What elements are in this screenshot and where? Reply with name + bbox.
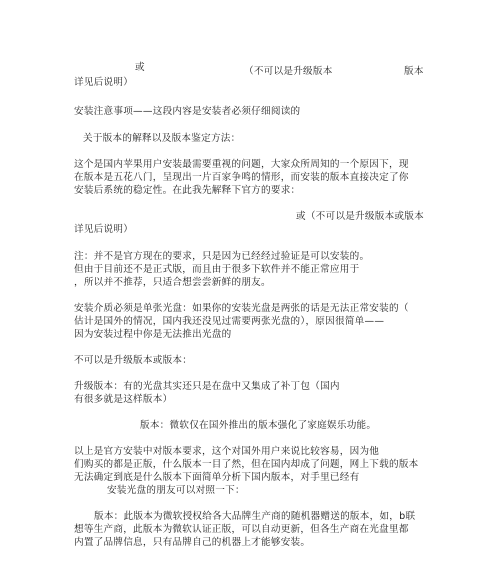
media-line: 安装介质必须是单张光盘：如果你的安装光盘是两张的话是无法正常安装的（ [74, 303, 409, 314]
header-see-note: 详见后说明） [74, 77, 134, 88]
oem-line: 内置了品牌信息，只有品牌自己的机器上才能够安装。 [74, 537, 311, 548]
summary-line: 安装光盘的朋友可以对照一下： [107, 485, 245, 496]
see-note-2: 详见后说明） [74, 224, 134, 235]
para1-line: 在版本是五花八门，呈现出一片百家争鸣的情形，而安装的版本直接决定了你 [74, 172, 409, 183]
notice-title: 安装注意事项——这段内容是安装者必须仔细阅读的 [74, 106, 301, 117]
upgrade-line: 升级版本：有的光盘其实还只是在盘中又集成了补丁包（国内 [74, 381, 340, 392]
header-version: 版本 [404, 66, 424, 77]
summary-line: 以上是官方安装中对版本要求，这个对国外用户来说比较容易，因为他 [74, 446, 380, 457]
header-paren: （不可以是升级版本 [244, 66, 333, 77]
media-line: 估计是国外的情况，国内我还没见过需要两张光盘的），原因很简单—— [74, 316, 385, 327]
upgrade-line: 有很多就是这样版本） [74, 394, 173, 405]
note-line: 注：并不是官方现在的要求，只是因为已经经过验证是可以安装的。 [74, 251, 370, 262]
summary-line: 们购买的都是正版，什么版本一目了然，但在国内却成了问题，网上下载的版本 [74, 459, 419, 470]
oem-line: 想等生产商，此版本为微软认证正版，可以自动更新，但各生产商在光盘里都 [74, 524, 409, 535]
explain-heading: 关于版本的解释以及版本鉴定方法： [83, 133, 241, 144]
header-or: 或 [135, 62, 145, 73]
note-line: 但由于目前还不是正式版，而且由于很多下软件并不能正常应用于 [74, 264, 360, 275]
edition-line: 版本：微软仅在国外推出的版本强化了家庭娱乐功能。 [140, 420, 377, 431]
note-line: ，所以并不推荐，只适合想尝尝新鲜的朋友。 [74, 277, 271, 288]
official-or-line: 或（不可以是升级版本或版本 [296, 211, 424, 222]
para1-line: 安装后系统的稳定性。在此我先解释下官方的要求： [74, 185, 301, 196]
para1-line: 这个是国内苹果用户安装最需要重视的问题，大家众所周知的一个原因下，现 [74, 159, 409, 170]
summary-line: 无法确定到底是什么版本下面简单分析下国内版本，对手里已经有 [74, 472, 360, 483]
no-upgrade-heading: 不可以是升级版本或版本： [74, 355, 193, 366]
oem-line: 版本：此版本为微软授权给各大品牌生产商的随机器赠送的版本，如，b联 [94, 511, 416, 522]
media-line: 因为安装过程中你是无法推出光盘的 [74, 329, 232, 340]
